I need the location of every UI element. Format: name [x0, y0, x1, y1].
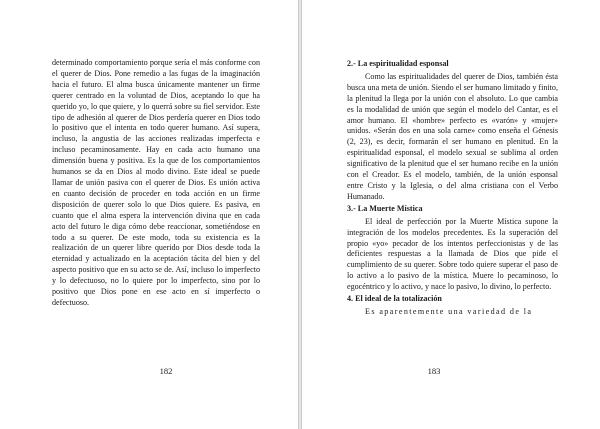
right-page-text [347, 58, 558, 318]
left-page-number: 182 [159, 366, 173, 376]
left-page-text [52, 58, 260, 309]
section-heading-muerte-mistica: 3.- La Muerte Mística [347, 203, 423, 213]
right-page [302, 0, 600, 429]
paragraph-esponsal: Como las espiritualidades del querer de Dios, también ésta busca una meta de unión. Siendo el ser humano limitado y finito, la plenitud la llega por la unión con el absoluto. Lo que cambia es la modalidad de unión que según el modelo del Cantar, es el amor humano. El «hombre» perfecto es «varón» y «mujer» unidos. «Serán dos en una sola carne» como enseña el Génesis (2, 23), es decir, formarán el ser humano en plenitud. En la espiritualidad esponsal, el modelo sexual se sublima al orden significativo de la plenitud que el ser humano recibe en la unión con el Creador. Es el modelo, también, de la unión esponsal entre Cristo y la Iglesia, o del alma cristiana con el Verbo Humanado. [347, 71, 558, 201]
paragraph-muerte-mistica: El ideal de perfección por la Muerte Mística supone la integración de los modelos precedentes. Es la superación del propio «yo» pecador de los intentos perfeccionistas y de las deficientes respuestas a la llamada de Dios que pide el cumplimiento de su querer. Sobre todo quiere superar el paso de lo activo a lo pasivo de la mística. Muere lo pecaminoso, lo egocéntrico y lo activo, y nace lo pasivo, lo divino, lo perfecto. [347, 216, 558, 292]
section-heading-esponsal: 2.- La espiritualidad esponsal [347, 59, 449, 68]
right-page-number: 183 [427, 366, 441, 376]
left-paragraph-1: determinado comportamiento porque sería el más conforme con el querer de Dios. Pone remedio a las fugas de la imaginación hacia el futuro. El alma busca únicamente mantener un firme querer centrado en la voluntad de Dios, aceptando lo que ha querido yo, lo que quiere, y lo querrá sobre su fiel servidor. Este tipo de adhesión al querer de Dios perdería querer en Dios todo lo positivo que el intenta en todo querer humano. Así supera, incluso, la angustia de las acciones realizadas imperfecta e incluso pecaminosamente. Hay en cada acto humano una dimensión buena y positiva. Es la que de los comportamientos humanos se da en Dios al modo divino. Este ideal se puede llamar de unión pasiva con el querer de Dios. Es unión activa en cuanto decisión de proceder en toda acción en un firme disposición de querer solo lo que Dios quiere. Es pasiva, en cuanto que el alma espera la intervención divina que en cada acto del futuro le diga cómo debe reaccionar, sometiéndose en todo a su querer. De este modo, toda su existencia es la realización de un querer libre querido por Dios desde toda la eternidad y actualizado en la aceptación tácita del bien y del aspecto positivo que en su acto se de. Así, incluso lo imperfecto y lo defectuoso, no lo quiere por lo imperfecto, sino por lo positivo que Dios pone en ese acto en sí imperfecto o defectuoso. [52, 58, 260, 307]
section-heading-totalizacion: 4. El ideal de la totalización [347, 294, 442, 304]
paragraph-totalizacion: Es aparentemente una variedad de la [365, 306, 533, 316]
left-page [0, 0, 298, 429]
